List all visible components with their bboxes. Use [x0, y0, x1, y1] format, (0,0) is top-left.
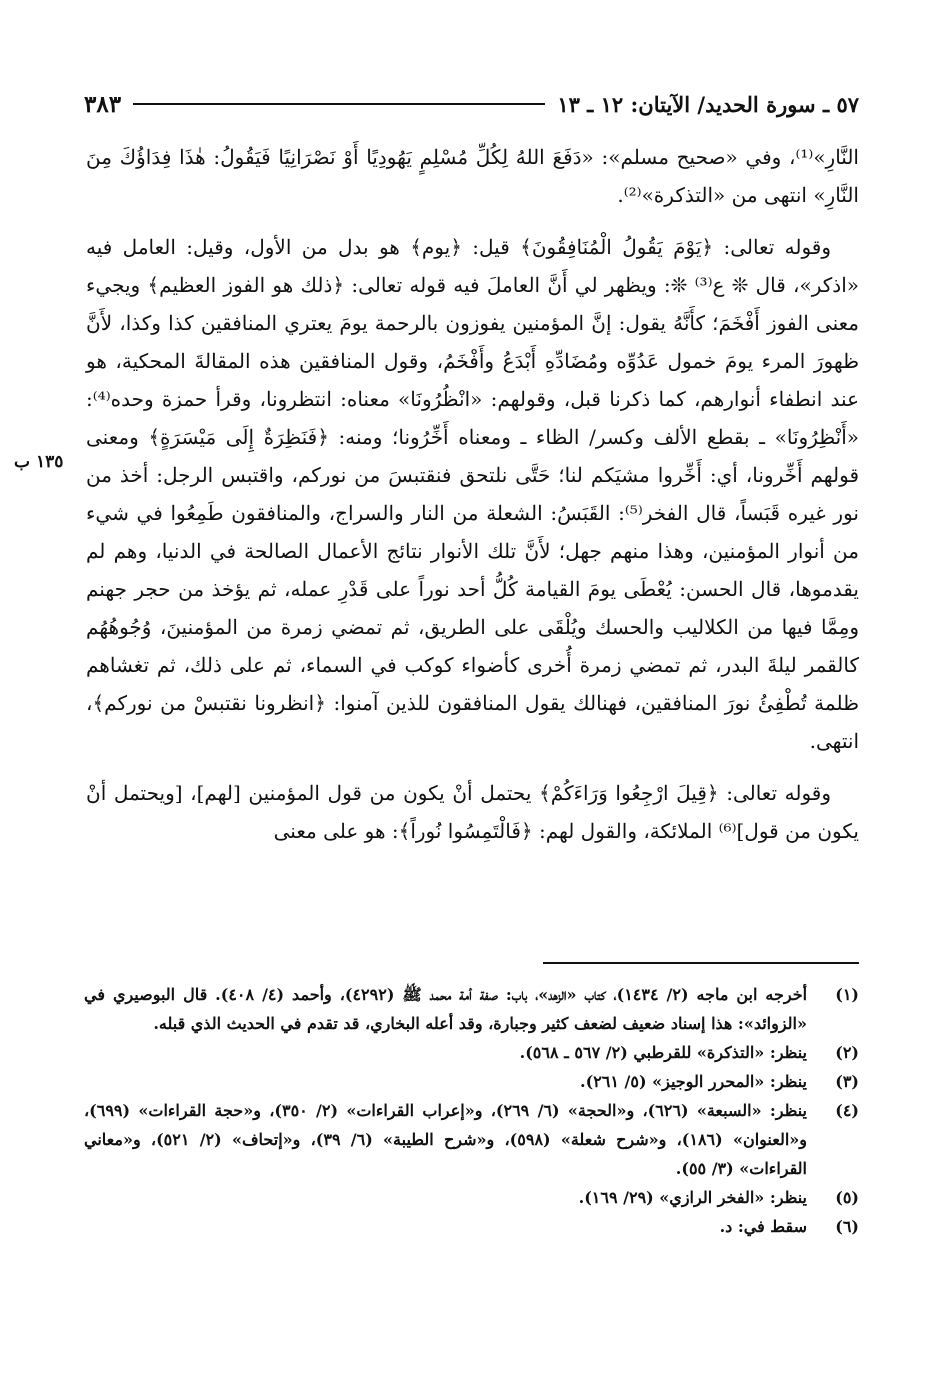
footnote-number: (١) — [835, 985, 859, 1004]
running-title: ٥٧ ـ سورة الحديد/ الآيتان: ١٢ ـ ١٣ — [557, 91, 859, 117]
footnote — [84, 1067, 859, 1096]
footnote-number: (٢) — [835, 1043, 859, 1062]
footnotes — [84, 980, 859, 1241]
footnote-text: أخرجه ابن ماجه (٢/ ١٤٣٤)، كتاب «الزهد»، باب: صفة أمة محمد ﷺ (٤٢٩٢)، وأحمد (٤/ ٤٠٨). قال البوصيري في «الزوائد»: هذا إسناد ضعيف لضعف كثير وجبارة، وقد أعله البخاري، قد تقدم في الحديث الذي قبله. — [84, 985, 808, 1033]
footnote-text: ينظر: «السبعة» (٦٢٦)، و«الحجة» (٦/ ٢٦٩)، و«إعراب القراءات» (٢/ ٣٥٠)، و«حجة القراءات» (٦٩٩)، و«العنوان» (١٨٦)، و«شرح شعلة» (٥٩٨)، و«شرح الطيبة» (٦/ ٣٩)، و«إتحاف» (٢/ ٥٢١)، و«معاني القراءات» (٣/ ٥٥). — [84, 1101, 808, 1178]
footnote — [84, 980, 859, 1038]
footnote-text: سقط في: د. — [719, 1217, 807, 1236]
main-text — [86, 138, 859, 864]
running-header — [84, 86, 859, 122]
paragraph: النَّارِ»⁽¹⁾، وفي «صحيح مسلم»: «دَفَعَ اللهُ لِكُلِّ مُسْلِمٍ يَهُودِيًا أَوْ نَصْرَانِيًا فَيَقُولُ: هٰذَا فِدَاؤُكَ مِنَ النَّارِ» انتهى من «التذكرة»⁽²⁾. — [86, 145, 859, 207]
footnote — [84, 1096, 859, 1183]
paragraph: وقوله تعالى: ﴿يَوْمَ يَقُولُ الْمُنَافِقُونَ﴾ قيل: ﴿يوم﴾ هو بدل من الأول، وقيل: العامل فيه «اذكر»، قال ❊ ع⁽³⁾ ❊: ويظهر لي أَنَّ العاملَ فيه قوله تعالى: ﴿ذلك هو الفوز العظيم﴾ ويجيء معنى الفوز أَفْخَمَ؛ كأَنَّهُ يقول: إنَّ المؤمنين يفوزون بالرحمة يومَ يعتري المنافقين كذا وكذا، لأَنَّ ظهورَ المرء يومَ خمول عَدُوِّه ومُضَادِّهِ أَبْدَعُ وأَفْخَمُ، وقول المنافقين هذه المقالةَ المحكية، هو عند انطفاء أنوارهم، كما ذكرنا قبل، وقولهم: «انْظُرُونَا» معناه: انتظرونا، وقرأ حمزة وحده⁽⁴⁾: «أَنْظِرُونَا» ـ بقطع الألف وكسر/ الظاء ـ ومعناه أَخِّرُونا؛ ومنه: ﴿فَنَظِرَةٌ إِلَى مَيْسَرَةٍ﴾ ومعنى قولهم أَخِّرونا، أي: أَخِّروا مشيَكم لنا؛ حَتَّى نلتحق فنقتبسَ من نوركم، واقتبس الرجل: أخذ من نور غيره قَبَساً، قال الفخر⁽⁵⁾: القَبَسُ: الشعلة من النار والسراج، والمنافقون طَمِعُوا في شيء من أنوار المؤمنين، وهذا منهم جهل؛ لأَنَّ تلك الأنوار نتائج الأعمال الصالحة في الدنيا، وهم لم يقدموها، قال الحسن: يُعْطَى يومَ القيامة كُلُّ أحد نوراً على قَدْرِ عمله، ثم يؤخذ من حجر جهنم ومِمَّا فيها من الكلاليب والحسك ويُلْقَى على الطريق، ثم تمضي زمرة من المؤمنينَ، وُجُوهُهُم كالقمر ليلةَ البدر، ثم تمضي زمرة أُخرى كأضواء كوكب في السماء، ثم على ذلك، ثم تغشاهم ظلمة تُطْفِئُ نورَ المنافقين، فهنالك يقول المنافقون للذين آمنوا: ﴿انظرونا نقتبسْ من نوركم﴾، انتهى. — [86, 235, 859, 753]
footnote-number: (٣) — [835, 1072, 859, 1091]
footnote-text: ينظر: «الفخر الرازي» (٢٩/ ١٦٩). — [578, 1188, 807, 1207]
footnote-separator — [543, 962, 859, 964]
header-rule — [133, 103, 545, 105]
footnote — [84, 1183, 859, 1212]
page-number: ٣٨٣ — [84, 90, 122, 118]
paragraph: وقوله تعالى: ﴿قِيلَ ارْجِعُوا وَرَاءَكُمْ﴾ يحتمل أنْ يكون من قول المؤمنين [لهم]، [ويحتمل أنْ يكون من قول]⁽⁶⁾ الملائكة، والقول لهم: ﴿فَالْتَمِسُوا نُوراً﴾: هو على معنى — [86, 781, 859, 843]
footnote-number: (٦) — [835, 1217, 859, 1236]
footnote-text: ينظر: «المحرر الوجيز» (٥/ ٢٦١). — [580, 1072, 807, 1091]
footnote-text: ينظر: «التذكرة» للقرطبي (٢/ ٥٦٧ ـ ٥٦٨). — [519, 1043, 807, 1062]
footnote — [84, 1212, 859, 1241]
footnote — [84, 1038, 859, 1067]
footnote-number: (٤) — [835, 1101, 859, 1120]
margin-folio-note: ١٣٥ ب — [14, 452, 64, 472]
footnote-number: (٥) — [835, 1188, 859, 1207]
